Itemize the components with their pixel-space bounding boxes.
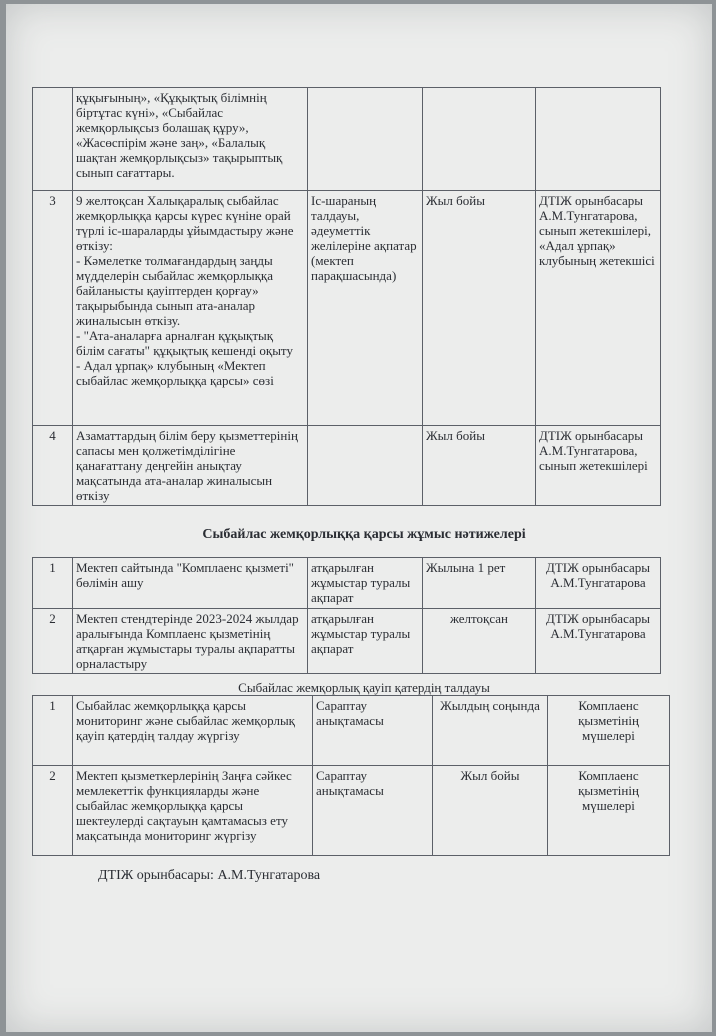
form-cell: [308, 88, 423, 191]
responsible-cell: Комплаенс қызметінің мүшелері: [548, 696, 670, 766]
table-row: [33, 558, 661, 609]
table-row: [33, 696, 670, 766]
form-cell: Сараптау анықтамасы: [313, 766, 433, 856]
deadline-cell: Жыл бойы: [423, 426, 536, 506]
table-row: [33, 191, 661, 426]
signature-line: ДТІЖ орынбасары: А.М.Тунгатарова: [98, 868, 321, 883]
action-cell: Мектеп стендтерінде 2023-2024 жылдар аралығында Комплаенс қызметінің атқарған жұмыстары туралы ақпаратты орналастыру: [73, 609, 308, 674]
responsible-cell: ДТІЖ орынбасары А.М.Тунгатарова, сынып жетекшілері, «Адал ұрпақ» клубының жетекшісі: [536, 191, 661, 426]
deadline-cell: [423, 88, 536, 191]
risk-analysis-table: [32, 695, 670, 856]
row-number: 2: [33, 609, 73, 674]
responsible-cell: Комплаенс қызметінің мүшелері: [548, 766, 670, 856]
responsible-cell: ДТІЖ орынбасары А.М.Тунгатарова, сынып жетекшілері: [536, 426, 661, 506]
table-row: [33, 426, 661, 506]
row-number: 3: [33, 191, 73, 426]
row-number: 1: [33, 696, 73, 766]
action-cell: Сыбайлас жемқорлыққа қарсы мониторинг және сыбайлас жемқорлық қауіп қатердің талдау жүргізу: [73, 696, 313, 766]
activities-table: [32, 87, 661, 506]
action-cell: Мектеп қызметкерлерінің Заңға сәйкес мемлекеттік функцияларды және сыбайлас жемқорлыққа қарсы шектеулерді сақтауын қамтамасыз ету мақсатында мониторинг жүргізу: [73, 766, 313, 856]
action-cell: Азаматтардың білім беру қызметтерінің сапасы мен қолжетімділігіне қанағаттану деңгейін анықтау мақсатында ата-аналар жиналысын өткізу: [73, 426, 308, 506]
responsible-cell: [536, 88, 661, 191]
deadline-cell: Жыл бойы: [433, 766, 548, 856]
form-cell: Сараптау анықтамасы: [313, 696, 433, 766]
document-page: [6, 4, 712, 1032]
row-number: [33, 88, 73, 191]
deadline-cell: Жылдың соңында: [433, 696, 548, 766]
deadline-cell: желтоқсан: [423, 609, 536, 674]
action-cell: құқығының», «Құқықтық білімнің біртұтас күні», «Сыбайлас жемқорлықсыз болашақ құру», «Жасөспірім және заң», «Балалық шақтан жемқорлықсыз» тақырыптық сынып сағаттары.: [73, 88, 308, 191]
section-title: Сыбайлас жемқорлыққа қарсы жұмыс нәтижелері: [202, 527, 526, 542]
row-number: 2: [33, 766, 73, 856]
action-cell: Мектеп сайтында "Комплаенс қызметі" бөлімін ашу: [73, 558, 308, 609]
table-row: [33, 88, 661, 191]
responsible-cell: ДТІЖ орынбасары А.М.Тунгатарова: [536, 609, 661, 674]
section-title: Сыбайлас жемқорлық қауіп қатердің талдауы: [238, 680, 490, 695]
action-cell: 9 желтоқсан Халықаралық сыбайлас жемқорлыққа қарсы күрес күніне орай түрлі іс-шараларды ұйымдастыру және өткізу: - Кәмелетке толмағандардың заңды мүдделерін сыбайлас жемқорлыққа байланысты қауіптерден қорғау» тақырыбында сынып ата-аналар жиналысын өткізу. - "Ата-аналарға арналған құқықтық білім сағаты" құқықтық кешенді оқыту - Адал ұрпақ» клубының «Мектеп сыбайлас жемқорлыққа қарсы» сөзі: [73, 191, 308, 426]
deadline-cell: Жыл бойы: [423, 191, 536, 426]
form-cell: атқарылған жұмыстар туралы ақпарат: [308, 609, 423, 674]
form-cell: атқарылған жұмыстар туралы ақпарат: [308, 558, 423, 609]
table-row: [33, 766, 670, 856]
deadline-cell: Жылына 1 рет: [423, 558, 536, 609]
form-cell: Іс-шараның талдауы, әдеуметтік желілеріне ақпатар (мектеп парақшасында): [308, 191, 423, 426]
row-number: 1: [33, 558, 73, 609]
results-table: [32, 557, 661, 674]
row-number: 4: [33, 426, 73, 506]
responsible-cell: ДТІЖ орынбасары А.М.Тунгатарова: [536, 558, 661, 609]
form-cell: [308, 426, 423, 506]
table-row: [33, 609, 661, 674]
